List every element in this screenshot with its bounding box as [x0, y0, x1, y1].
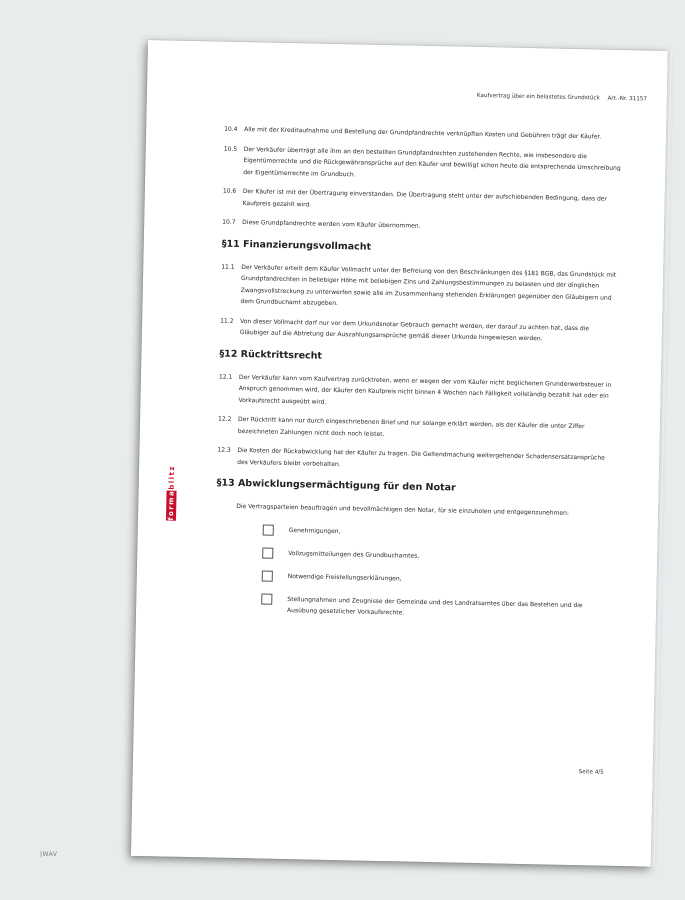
document-page: [131, 40, 668, 867]
clause-number: 12.3: [217, 446, 231, 454]
clause-number: 10.5: [223, 145, 238, 153]
clause-12-1: [218, 371, 619, 414]
clause-text: Der Verkäufer kann vom Kaufvertrag zurücktreten, wenn er wegen der vom Käufer nicht beglichenen Grunderwerbsteuer in Anspruch genommen wird, der Käufer den Kaufpreis nicht binnen 4 Wochen nach Fälligkeit vollständig bezahlt hat oder ein Vorkaufsrecht ausgeübt wird.: [238, 373, 612, 406]
clause-number: 12.2: [218, 415, 232, 423]
page-edge: [651, 51, 672, 867]
section-13-title: §13 Abwicklungsermächtigung für den Notar: [216, 477, 456, 494]
checkbox[interactable]: [262, 548, 273, 559]
checklist-item: [263, 525, 616, 544]
clause-10-6: [222, 186, 622, 217]
checklist-item-label: Stellungnahmen und Zeugnisse der Gemeinde und des Landratsamtes über das Bestehen und die Ausübung gesetzlicher Vorkaufsrechte.: [287, 596, 583, 617]
checklist-item-label: Vollzugsmitteilungen des Grundbuchamtes,: [288, 550, 420, 560]
clause-12-2: [218, 414, 618, 445]
clause-12-3: [217, 445, 617, 476]
section-12-title: §12 Rücktrittsrecht: [219, 348, 323, 362]
clause-text: Der Verkäufer erteilt dem Käufer Vollmacht unter der Befreiung von den Beschränkungen des §181 BGB, das Grundstück mit Grundpfandrechten in beliebiger Höhe mit beliebigen Zins und Zahlungsbestimmungen zu belasten und der dinglichen Zwangsvollstreckung zu unterwerfen sowie alle im Zusammenhang stehenden Erklärungen gegenüber den Gläubigern und dem Grundbuchamt abzugeben.: [240, 263, 617, 308]
clause-number: 10.4: [224, 125, 238, 133]
header-title: Kaufvertrag über ein belastetes Grundstück: [476, 92, 600, 102]
checklist-item-label: Genehmigungen,: [288, 527, 341, 536]
checkbox[interactable]: [261, 593, 272, 604]
header-art-nr: Art.-Nr. 31157: [607, 95, 647, 103]
checklist-item: [261, 593, 614, 622]
formblitz-logo: [166, 444, 178, 520]
logo-text: [166, 444, 178, 520]
clause-text: Der Rücktritt kann nur durch eingeschriebenen Brief und nur solange erklärt werden, als der Käufer die unter Ziffer bezeichneten Zahlungen nicht doch noch leistet.: [237, 415, 585, 438]
logo-part2: blitz: [167, 464, 177, 490]
clause-10-7: [222, 217, 622, 237]
clause-number: 12.1: [218, 373, 233, 381]
clause-number: 11.2: [220, 317, 234, 325]
clause-text: Der Käufer ist mit der Übertragung einverstanden. Die Übertragung steht unter der aufschiebenden Bedingung, dass der Kaufpreis gezahlt wird.: [242, 188, 608, 208]
clause-number: 10.6: [222, 187, 237, 195]
page-number: Seite 4/5: [578, 769, 604, 776]
checklist-item: [262, 571, 615, 590]
clause-text: Der Verkäufer überträgt alle ihm an den bestellten Grundpfandrechten zustehenden Rechte, wie insbesondere die Eigentümerrechte und die Rückgewähransprüche auf den Käufer und bewilligt schon heute die entsprechende Umschreibung der Eigentümerrechte im Grundbuch.: [243, 145, 621, 178]
logo-part1: forma: [166, 489, 176, 521]
section-11-title: §11 Finanzierungsvollmacht: [221, 238, 372, 253]
clause-number: 11.1: [221, 263, 235, 271]
section-13-intro: Die Vertragsparteien beauftragen und bevollmächtigen den Notar, für sie einzuholen und entgegenzunehmen:: [236, 502, 569, 517]
page-header: [477, 93, 647, 103]
document-body: [214, 124, 624, 634]
clause-11-2: [220, 315, 620, 346]
clause-text: Diese Grundpfandrechte werden vom Käufer übernommen.: [242, 219, 421, 230]
checklist-item-label: Notwendige Freistellungserklärungen,: [287, 573, 402, 583]
checkbox[interactable]: [263, 525, 274, 536]
clause-text: Die Kosten der Rückabwicklung hat der Käufer zu tragen. Die Geltendmachung weitergehender Schadensersatzansprüche des Verkäufers bleibt vorbehalten.: [237, 446, 605, 468]
clause-number: 10.7: [222, 218, 236, 226]
clause-11-1: [220, 261, 621, 315]
clause-text: Von dieser Vollmacht darf nur vor dem Urkundsnotar Gebrauch gemacht werden, der darauf zu achten hat, dass die Gläubiger auf die Abtretung der Auszahlungsansprüche gemäß dieser Urkunde hingewiesen werden.: [239, 317, 590, 343]
clause-10-4: [224, 124, 624, 144]
checkbox[interactable]: [262, 571, 273, 582]
corner-mark: |WAV: [40, 851, 58, 858]
notary-checklist: [214, 524, 616, 623]
clause-text: Alle mit der Kreditaufnahme und Bestellung der Grundpfandrechte verknüpften Kosten und Gebühren trägt der Käufer.: [244, 126, 602, 141]
clause-10-5: [223, 143, 624, 186]
checklist-item: [262, 548, 615, 567]
